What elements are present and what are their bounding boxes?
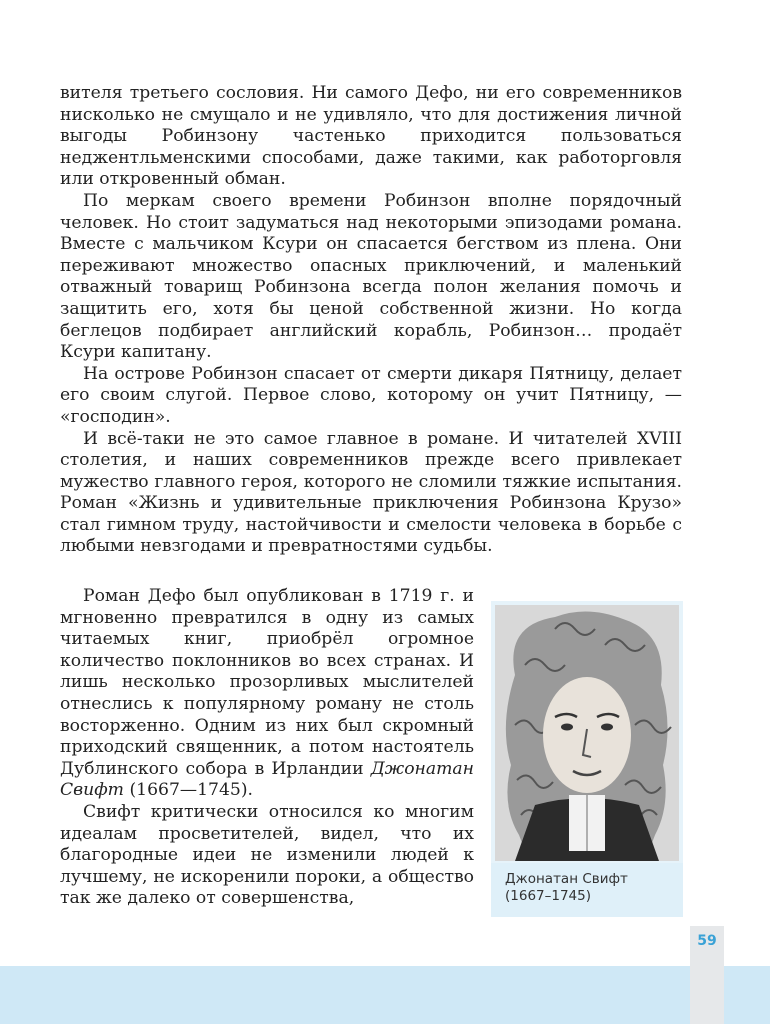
paragraph: На острове Робинзон спасает от смерти дикаря Пятницу, делает его своим слугой. Первое слово, которому он учит Пятницу, — «господин». (60, 363, 682, 427)
paragraph-text: Роман Дефо был опубликован в 1719 г. и мгновенно превратился в одну из самых читаемых книг, приобрёл огромное количество поклонников во всех странах. И лишь несколько прозорливых мыслителей отнеслись к популярному роману не столь восторженно. Одним из них был скромный приходский священник, а потом настоятель Дублинского собора в Ирландии (60, 586, 474, 779)
page-number: 59 (697, 933, 717, 949)
footer-band (0, 966, 770, 1024)
paragraph: Свифт критически относился ко многим идеалам просветителей, видел, что их благородные идеи не изменили людей к лучшему, не искоренили пороки, а общество так же далеко от совершенства, (60, 801, 474, 909)
paragraph-text: (1667—1745). (123, 780, 253, 801)
figure-caption (491, 863, 683, 917)
paragraph: вителя третьего сословия. Ни самого Дефо, ни его современников нисколько не смущало и не удивляло, что для достижения личной выгоды Робинзону частенько приходится пользоваться неджентльменскими способами, даже такими, как работорговля или откровенный обман. (60, 83, 682, 190)
main-text-top (60, 83, 682, 558)
paragraph: И всё-таки не это самое главное в романе. И читателей XVIII столетия, и наших современников прежде всего привлекает мужество главного героя, которого не сломили тяжкие испытания. Роман «Жизнь и удивительные приключения Робинзона Крузо» стал гимном труду, настойчивости и смелости человека в борьбе с любыми невзгодами и превратностями судьбы. (60, 428, 682, 557)
paragraph (60, 586, 474, 802)
portrait-illustration (495, 605, 679, 861)
person-name: Джонатан Свифт (60, 758, 474, 801)
portrait-figure (491, 601, 683, 865)
main-text-left (60, 586, 474, 910)
paragraph: По меркам своего времени Робинзон вполне порядочный человек. Но стоит задуматься над некоторыми эпизодами романа. Вместе с мальчиком Ксури он спасается бегством из плена. Они переживают множество опасных приключений, и маленький отважный товарищ Робинзона всегда полон желания помочь и защитить его, хотя бы ценой собственной жизни. Но когда беглецов подбирает английский корабль, Робинзон… продаёт Ксури капитану. (60, 190, 682, 363)
caption-years: (1667–1745) (505, 888, 591, 904)
caption-name: Джонатан Свифт (505, 871, 628, 887)
